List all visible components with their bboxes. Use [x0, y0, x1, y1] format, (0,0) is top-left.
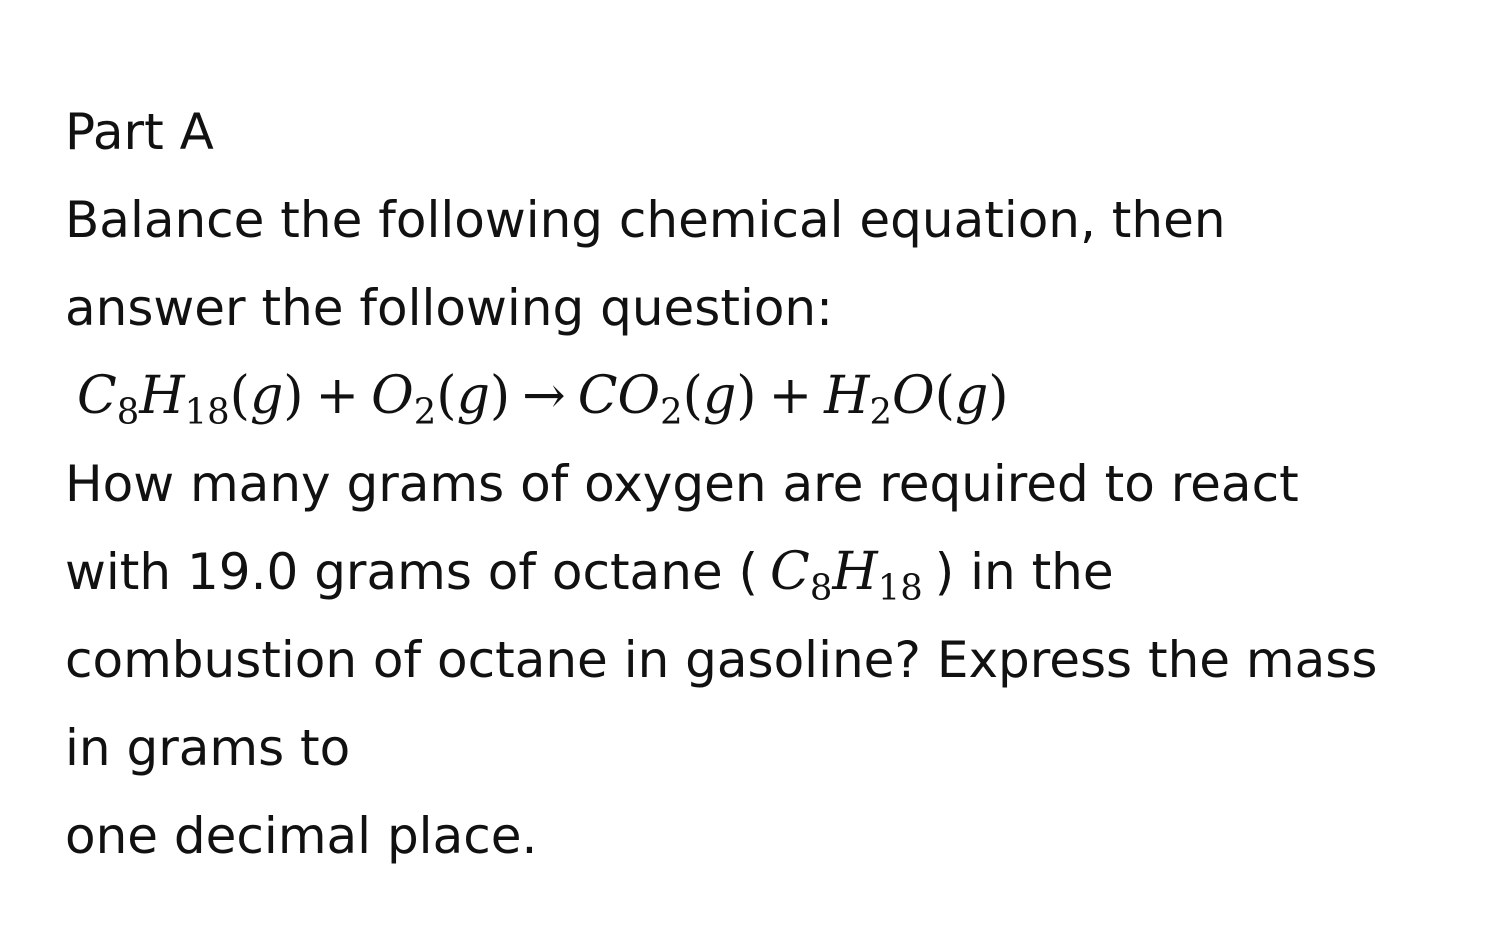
question-line-3: combustion of octane in gasoline? Express the mass: [65, 631, 1378, 689]
part-title: Part A: [65, 103, 214, 161]
reactant-octane: $C_8H_{18}(g)$: [77, 366, 304, 433]
question-line-5: one decimal place.: [65, 807, 538, 865]
question-content: [65, 88, 1465, 880]
reaction-arrow: →: [522, 366, 566, 426]
question-line-4: in grams to: [65, 719, 351, 777]
question-line-2: with 19.0 grams of octane ( $C_8H_{18}$ ) in the: [65, 542, 1114, 609]
product-water: $H_2O(g)$: [824, 366, 1009, 433]
plus-sign: +: [315, 366, 360, 426]
intro-line-2: answer the following question:: [65, 279, 833, 337]
octane-formula: $C_8H_{18}$: [770, 542, 923, 609]
plus-sign: +: [768, 366, 813, 426]
question-line-1: How many grams of oxygen are required to react: [65, 455, 1299, 513]
reactant-oxygen: $O_2(g)$: [371, 366, 511, 433]
intro-line-1: Balance the following chemical equation, then: [65, 191, 1226, 249]
product-carbon-dioxide: $CO_2(g)$: [577, 366, 757, 433]
chemical-equation: [65, 352, 1465, 440]
